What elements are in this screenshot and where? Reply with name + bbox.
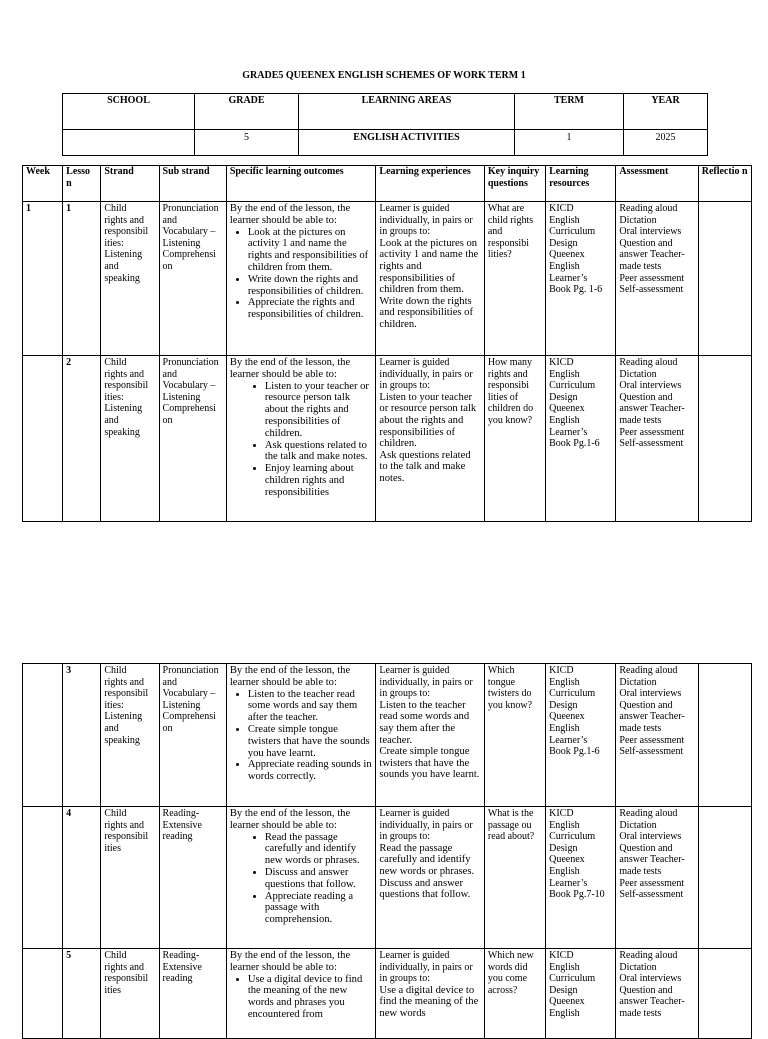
resources-cell-line: Book Pg.1-6 [549, 438, 600, 450]
sub-strand-cell-line: Reading- [162, 950, 200, 961]
resources-cell-line: English [549, 961, 580, 973]
grade-header: GRADE [195, 94, 299, 130]
year-value: 2025 [624, 130, 708, 156]
outcomes-cell [226, 356, 376, 522]
experiences-cell [376, 664, 484, 807]
resources-cell [546, 356, 616, 522]
outcome-item: • Appreciate reading sounds in words correctly. [248, 759, 373, 783]
resources-cell-line: KICD [549, 665, 574, 676]
strand-cell-line: Listening [104, 403, 143, 415]
resources-cell-line: Queenex [549, 711, 585, 723]
assessment-cell-line: Reading aloud [619, 665, 678, 676]
resources-cell-line: Curriculum [549, 226, 596, 238]
experiences-intro: Learner is guided individually, in pairs or in groups to: [379, 357, 473, 392]
resources-cell-line: Learner’s [549, 272, 588, 284]
outcomes-intro: By the end of the lesson, the learner should be able to: [229, 950, 351, 973]
assessment-cell [616, 202, 698, 356]
assessment-cell-line: Dictation [619, 214, 657, 226]
experience-item: Listen to your teacher or resource person talk about the rights and responsibilities of children. [379, 391, 477, 450]
experience-item: Look at the pictures on activity 1 and name the rights and responsibilities of children from them. [379, 237, 479, 296]
outcomes-list [230, 974, 373, 1021]
outcomes-cell [226, 949, 376, 1039]
resources-cell-line: Design [549, 237, 578, 249]
resources-cell [546, 664, 616, 807]
resources-cell-line: English [549, 1007, 580, 1019]
resources-cell [546, 949, 616, 1039]
resources-cell-line: English [549, 414, 580, 426]
strand-cell-line: Child [104, 950, 127, 961]
strand-cell [101, 949, 159, 1039]
school-header: SCHOOL [63, 94, 195, 130]
learning-areas-header: LEARNING AREAS [299, 94, 515, 130]
sub-strand-cell-line: Listening [162, 699, 201, 711]
outcome-item: • Use a digital device to find the meaning of the new words and phrases you encountered from [248, 974, 373, 1021]
resources-cell-line: Queenex [549, 996, 585, 1008]
strand-cell-line: responsibil [104, 973, 149, 985]
reflection-cell [698, 202, 751, 356]
key-question-cell: What is the passage ou read about? [484, 807, 545, 949]
experiences-intro: Learner is guided individually, in pairs or in groups to: [379, 203, 473, 238]
experiences-cell [376, 356, 484, 522]
table-row [23, 949, 752, 1039]
sub-strand-cell-line: on [162, 260, 173, 272]
strand-cell-line: ities: [104, 699, 124, 711]
strand-cell-line: rights and [104, 214, 145, 226]
sub-strand-cell [159, 949, 226, 1039]
scheme-of-work-table [22, 165, 752, 522]
lesson-cell: 3 [63, 664, 101, 807]
learning-areas-value: ENGLISH ACTIVITIES [299, 130, 515, 156]
outcomes-list [230, 689, 373, 783]
week-cell [23, 807, 63, 949]
experience-item: Create simple tongue twisters that have the sounds you have learnt. [379, 746, 480, 781]
assessment-cell-line: made tests [619, 865, 662, 877]
lesson-cell: 1 [63, 202, 101, 356]
week-cell: 1 [23, 202, 63, 356]
sub-strand-cell-line: Listening [162, 391, 201, 403]
strand-cell-line: ities [104, 984, 121, 996]
sub-strand-cell-line: on [162, 414, 173, 426]
outcomes-list [230, 381, 373, 499]
experiences-intro: Learner is guided individually, in pairs or in groups to: [379, 808, 473, 843]
assessment-cell-line: Oral interviews [619, 380, 682, 392]
resources-cell-line: KICD [549, 357, 574, 368]
lesson-cell: 5 [63, 949, 101, 1039]
sub-strand-cell-line: Pronunciation [162, 357, 219, 368]
strand-cell-line: responsibil [104, 688, 149, 700]
assessment-cell-line: Oral interviews [619, 973, 682, 985]
resources-cell-line: Learner’s [549, 734, 588, 746]
resources-cell-line: English [549, 368, 580, 380]
strand-cell-line: Child [104, 808, 127, 819]
table-row [23, 356, 752, 522]
outcomes-intro: By the end of the lesson, the learner should be able to: [229, 665, 351, 688]
resources-cell-line: English [549, 865, 580, 877]
resources-cell-line: Curriculum [549, 380, 596, 392]
table-row [23, 664, 752, 807]
assessment-cell-line: Dictation [619, 676, 657, 688]
table-row [23, 807, 752, 949]
resources-cell-line: Design [549, 984, 578, 996]
term-value: 1 [515, 130, 624, 156]
strand-cell [101, 807, 159, 949]
resources-cell-line: Curriculum [549, 973, 596, 985]
outcome-item: • Appreciate the rights and responsibilities of children. [248, 297, 373, 321]
outcome-item: • Appreciate reading a passage with comprehension. [265, 891, 373, 926]
outcomes-list [230, 832, 373, 926]
resources-cell-line: Learner’s [549, 426, 588, 438]
reflection-cell [698, 664, 751, 807]
reflection-cell [698, 949, 751, 1039]
outcomes-cell [226, 664, 376, 807]
key-question-cell: Which new words did you come across? [484, 949, 545, 1039]
assessment-cell-line: answer Teacher- [619, 854, 685, 866]
strand-cell-line: ities [104, 842, 121, 854]
resources-cell-line: Design [549, 699, 578, 711]
assessment-cell-line: made tests [619, 260, 662, 272]
strand-cell-line: responsibil [104, 226, 149, 238]
sub-strand-cell-line: and [162, 368, 177, 380]
col-resources: Learning resources [546, 166, 616, 202]
assessment-cell-line: Reading aloud [619, 950, 678, 961]
sub-strand-cell-line: reading [162, 973, 193, 985]
resources-cell-line: Curriculum [549, 688, 596, 700]
scheme-of-work-table-continued [22, 663, 752, 1039]
assessment-cell [616, 356, 698, 522]
strand-cell [101, 202, 159, 356]
assessment-cell-line: Question and [619, 984, 673, 996]
assessment-cell [616, 949, 698, 1039]
assessment-cell-line: Dictation [619, 961, 657, 973]
assessment-cell-line: Reading aloud [619, 808, 678, 819]
resources-cell-line: Design [549, 391, 578, 403]
resources-cell-line: English [549, 676, 580, 688]
outcomes-cell [226, 807, 376, 949]
resources-cell [546, 807, 616, 949]
outcome-item: • Listen to your teacher or resource person talk about the rights and responsibilities of children. [265, 381, 373, 440]
experiences-intro: Learner is guided individually, in pairs or in groups to: [379, 950, 473, 985]
strand-cell-line: speaking [104, 734, 140, 746]
assessment-cell [616, 807, 698, 949]
outcomes-intro: By the end of the lesson, the learner should be able to: [229, 808, 351, 831]
strand-cell-line: Listening [104, 249, 143, 261]
resources-cell-line: English [549, 819, 580, 831]
assessment-cell-line: Question and [619, 842, 673, 854]
experiences-cell [376, 949, 484, 1039]
assessment-cell-line: Self-assessment [619, 889, 684, 901]
assessment-cell-line: answer Teacher- [619, 711, 685, 723]
strand-cell-line: Listening [104, 711, 143, 723]
outcome-item: • Enjoy learning about children rights and responsibilities [265, 463, 373, 498]
resources-cell [546, 202, 616, 356]
year-header: YEAR [624, 94, 708, 130]
col-lesson: Lesso n [63, 166, 101, 202]
col-key-questions: Key inquiry questions [484, 166, 545, 202]
col-outcomes: Specific learning outcomes [226, 166, 376, 202]
assessment-cell [616, 664, 698, 807]
key-question-cell: How many rights and responsibi lities of children do you know? [484, 356, 545, 522]
resources-cell-line: Curriculum [549, 831, 596, 843]
strand-cell-line: ities: [104, 237, 124, 249]
document-title: GRADE5 QUEENEX ENGLISH SCHEMES OF WORK TERM 1 [242, 70, 526, 81]
assessment-cell-line: Question and [619, 699, 673, 711]
reflection-cell [698, 356, 751, 522]
strand-cell-line: rights and [104, 368, 145, 380]
school-value [63, 130, 195, 156]
sub-strand-cell-line: Listening [162, 237, 201, 249]
sub-strand-cell-line: and [162, 676, 177, 688]
assessment-cell-line: Reading aloud [619, 203, 678, 214]
experience-item: Ask questions related to the talk and make notes. [379, 449, 471, 484]
sub-strand-cell-line: Pronunciation [162, 665, 219, 676]
assessment-cell-line: answer Teacher- [619, 996, 685, 1008]
experiences-cell [376, 202, 484, 356]
sub-strand-cell [159, 202, 226, 356]
strand-cell-line: and [104, 722, 119, 734]
assessment-cell-line: Question and [619, 391, 673, 403]
lesson-cell: 2 [63, 356, 101, 522]
assessment-cell-line: made tests [619, 414, 662, 426]
strand-cell-line: and [104, 414, 119, 426]
assessment-cell-line: Oral interviews [619, 688, 682, 700]
strand-cell-line: Child [104, 357, 127, 368]
grade-value: 5 [195, 130, 299, 156]
resources-cell-line: Queenex [549, 403, 585, 415]
assessment-cell-line: answer Teacher- [619, 249, 685, 261]
outcome-item: • Read the passage carefully and identify new words or phrases. [265, 832, 373, 867]
sub-strand-cell-line: Extensive [162, 819, 202, 831]
experience-item: Write down the rights and responsibilities of children. [379, 295, 473, 330]
assessment-cell-line: Peer assessment [619, 734, 685, 746]
sub-strand-cell-line: Pronunciation [162, 203, 219, 214]
outcome-item: • Discuss and answer questions that follow. [265, 867, 373, 891]
sub-strand-cell-line: Comprehensi [162, 249, 216, 261]
assessment-cell-line: answer Teacher- [619, 403, 685, 415]
resources-cell-line: Design [549, 842, 578, 854]
experience-item: Read the passage carefully and identify new words or phrases. [379, 842, 475, 877]
outcomes-intro: By the end of the lesson, the learner should be able to: [229, 357, 351, 380]
resources-cell-line: Book Pg.1-6 [549, 746, 600, 758]
outcomes-intro: By the end of the lesson, the learner should be able to: [229, 203, 351, 226]
sub-strand-cell-line: Comprehensi [162, 403, 216, 415]
sub-strand-cell-line: Extensive [162, 961, 202, 973]
key-question-cell: Which tongue twisters do you know? [484, 664, 545, 807]
resources-cell-line: Queenex [549, 854, 585, 866]
resources-cell-line: KICD [549, 950, 574, 961]
week-cell [23, 356, 63, 522]
sub-strand-cell-line: reading [162, 831, 193, 843]
col-experiences: Learning experiences [376, 166, 484, 202]
outcomes-cell [226, 202, 376, 356]
term-header: TERM [515, 94, 624, 130]
assessment-cell-line: Oral interviews [619, 831, 682, 843]
assessment-cell-line: Reading aloud [619, 357, 678, 368]
assessment-cell-line: Dictation [619, 819, 657, 831]
sub-strand-cell [159, 664, 226, 807]
strand-cell-line: rights and [104, 819, 145, 831]
experience-item: Use a digital device to find the meaning of the new words [379, 984, 479, 1019]
assessment-cell-line: made tests [619, 1007, 662, 1019]
sub-strand-cell-line: Comprehensi [162, 711, 216, 723]
col-assessment: Assessment [616, 166, 698, 202]
assessment-cell-line: Self-assessment [619, 746, 684, 758]
sub-strand-cell [159, 356, 226, 522]
assessment-cell-line: made tests [619, 722, 662, 734]
assessment-cell-line: Peer assessment [619, 426, 685, 438]
experiences-cell [376, 807, 484, 949]
assessment-cell-line: Self-assessment [619, 284, 684, 296]
assessment-cell-line: Peer assessment [619, 272, 685, 284]
sub-strand-cell-line: Vocabulary – [162, 226, 216, 238]
resources-cell-line: English [549, 214, 580, 226]
col-reflection: Reflectio n [698, 166, 751, 202]
resources-cell-line: Queenex [549, 249, 585, 261]
sub-strand-cell-line: Vocabulary – [162, 380, 216, 392]
experience-item: Discuss and answer questions that follow. [379, 877, 471, 901]
col-sub-strand: Sub strand [159, 166, 226, 202]
resources-cell-line: English [549, 260, 580, 272]
resources-cell-line: Book Pg. 1-6 [549, 284, 603, 296]
sub-strand-cell [159, 807, 226, 949]
assessment-cell-line: Question and [619, 237, 673, 249]
experience-item: Listen to the teacher read some words and say them after the teacher. [379, 699, 470, 746]
assessment-cell-line: Peer assessment [619, 877, 685, 889]
strand-cell-line: Child [104, 665, 127, 676]
outcome-item: • Ask questions related to the talk and make notes. [265, 440, 373, 464]
resources-cell-line: KICD [549, 808, 574, 819]
outcome-item: • Create simple tongue twisters that have the sounds you have learnt. [248, 724, 373, 759]
key-question-cell: What are child rights and responsibi lities? [484, 202, 545, 356]
strand-cell-line: ities: [104, 391, 124, 403]
table-row [23, 202, 752, 356]
sub-strand-cell-line: Vocabulary – [162, 688, 216, 700]
lesson-cell: 4 [63, 807, 101, 949]
week-cell [23, 949, 63, 1039]
resources-cell-line: Book Pg.7-10 [549, 889, 605, 901]
strand-cell-line: rights and [104, 676, 145, 688]
resources-cell-line: English [549, 722, 580, 734]
resources-cell-line: Learner’s [549, 877, 588, 889]
sub-strand-cell-line: on [162, 722, 173, 734]
strand-cell-line: rights and [104, 961, 145, 973]
col-strand: Strand [101, 166, 159, 202]
resources-cell-line: KICD [549, 203, 574, 214]
assessment-cell-line: Dictation [619, 368, 657, 380]
outcome-item: • Listen to the teacher read some words and say them after the teacher. [248, 689, 373, 724]
school-info-table [62, 93, 708, 156]
strand-cell-line: responsibil [104, 831, 149, 843]
col-week: Week [23, 166, 63, 202]
strand-cell-line: Child [104, 203, 127, 214]
assessment-cell-line: Oral interviews [619, 226, 682, 238]
strand-cell-line: and [104, 260, 119, 272]
sub-strand-cell-line: Reading- [162, 808, 200, 819]
outcomes-list [230, 227, 373, 321]
outcome-item: • Look at the pictures on activity 1 and name the rights and responsibilities of children from them. [248, 227, 373, 274]
strand-cell-line: responsibil [104, 380, 149, 392]
sub-strand-cell-line: and [162, 214, 177, 226]
strand-cell-line: speaking [104, 272, 140, 284]
strand-cell [101, 664, 159, 807]
week-cell [23, 664, 63, 807]
experiences-intro: Learner is guided individually, in pairs or in groups to: [379, 665, 473, 700]
outcome-item: • Write down the rights and responsibilities of children. [248, 274, 373, 298]
strand-cell [101, 356, 159, 522]
reflection-cell [698, 807, 751, 949]
strand-cell-line: speaking [104, 426, 140, 438]
assessment-cell-line: Self-assessment [619, 438, 684, 450]
